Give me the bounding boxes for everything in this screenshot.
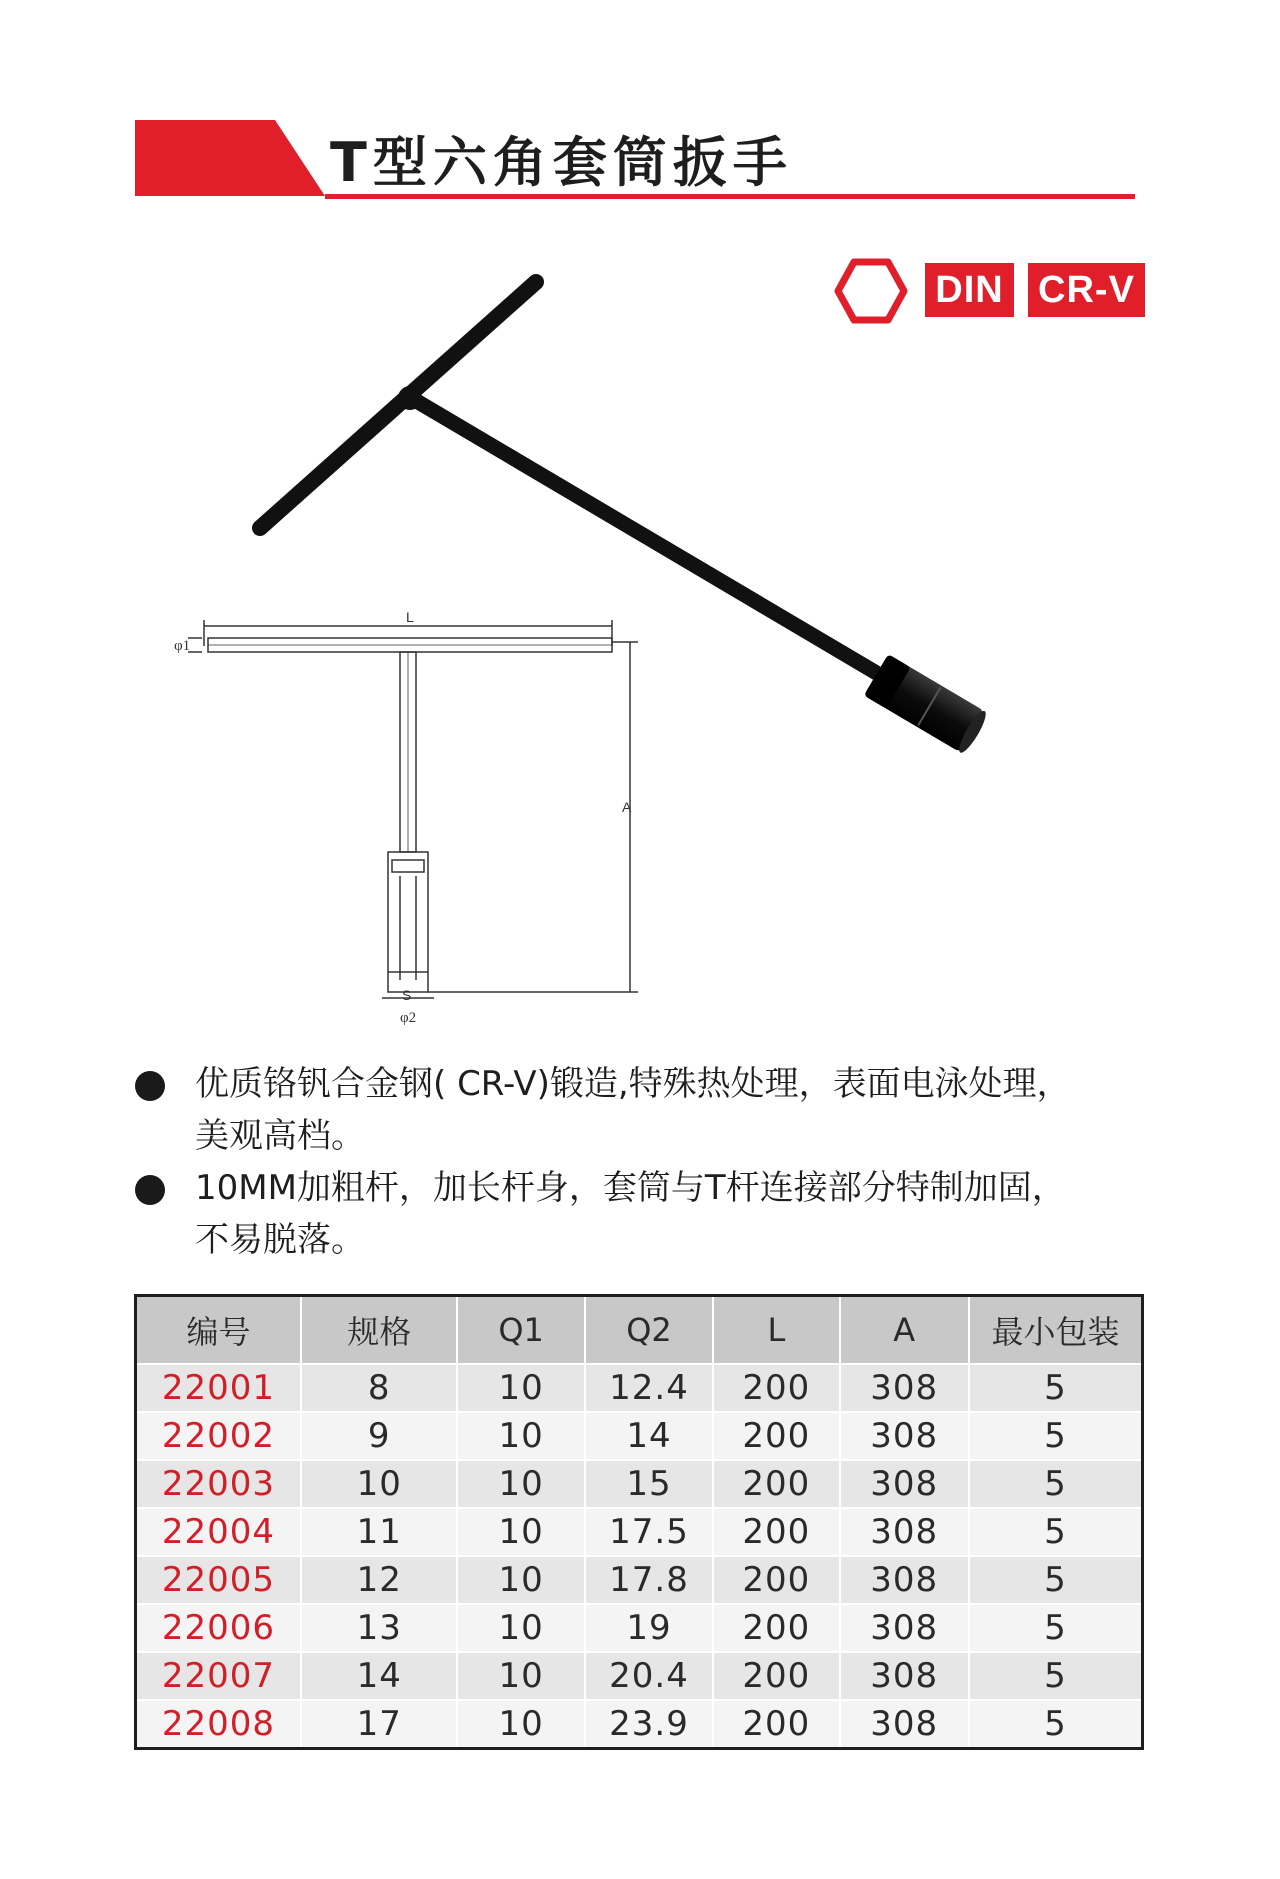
header-red-block xyxy=(135,120,325,196)
table-row xyxy=(136,1364,1143,1412)
table-cell: 200 xyxy=(713,1508,839,1556)
column-header: A xyxy=(840,1296,969,1365)
page-title: T型六角套筒扳手 xyxy=(330,131,793,194)
table-cell: 5 xyxy=(969,1652,1143,1700)
item-code-cell: 22005 xyxy=(136,1556,301,1604)
table-cell: 308 xyxy=(840,1412,969,1460)
wrench-socket xyxy=(864,654,990,755)
dim-label-phi1: φ1 xyxy=(174,638,191,654)
table-cell: 5 xyxy=(969,1604,1143,1652)
technical-drawing xyxy=(160,600,660,1026)
table-cell: 20.4 xyxy=(585,1652,713,1700)
column-header: L xyxy=(713,1296,839,1365)
table-cell: 200 xyxy=(713,1412,839,1460)
table-cell: 308 xyxy=(840,1604,969,1652)
table-row xyxy=(136,1412,1143,1460)
table-cell: 11 xyxy=(301,1508,457,1556)
table-cell: 200 xyxy=(713,1364,839,1412)
feature-list xyxy=(135,1058,1175,1266)
item-code-cell: 22008 xyxy=(136,1700,301,1749)
spec-table xyxy=(134,1294,1144,1750)
table-cell: 200 xyxy=(713,1604,839,1652)
drawing-socket xyxy=(388,852,428,992)
feature-text-line: 10MM加粗杆，加长杆身，套筒与T杆连接部分特制加固， xyxy=(195,1168,1066,1208)
table-cell: 308 xyxy=(840,1460,969,1508)
item-code-cell: 22002 xyxy=(136,1412,301,1460)
din-badge: DIN xyxy=(925,263,1014,317)
table-cell: 12 xyxy=(301,1556,457,1604)
table-cell: 17.8 xyxy=(585,1556,713,1604)
table-cell: 10 xyxy=(457,1364,584,1412)
table-cell: 17 xyxy=(301,1700,457,1749)
page-header xyxy=(0,0,1280,220)
item-code-cell: 22004 xyxy=(136,1508,301,1556)
feature-text-line: 优质铬钒合金钢( CR-V)锻造,特殊热处理，表面电泳处理， xyxy=(195,1064,1071,1104)
table-cell: 10 xyxy=(457,1556,584,1604)
dim-label-phi2: φ2 xyxy=(400,1010,417,1026)
item-code-cell: 22001 xyxy=(136,1364,301,1412)
table-cell: 5 xyxy=(969,1364,1143,1412)
table-cell: 15 xyxy=(585,1460,713,1508)
column-header: 规格 xyxy=(301,1296,457,1365)
table-cell: 5 xyxy=(969,1508,1143,1556)
table-cell: 200 xyxy=(713,1700,839,1749)
table-cell: 17.5 xyxy=(585,1508,713,1556)
bullet-icon xyxy=(135,1175,165,1205)
table-cell: 5 xyxy=(969,1412,1143,1460)
table-cell: 308 xyxy=(840,1364,969,1412)
table-cell: 14 xyxy=(585,1412,713,1460)
feature-item xyxy=(135,1162,1175,1266)
table-cell: 5 xyxy=(969,1700,1143,1749)
column-header: 最小包装 xyxy=(969,1296,1143,1365)
table-body xyxy=(136,1364,1143,1749)
table-cell: 10 xyxy=(457,1700,584,1749)
table-cell: 10 xyxy=(457,1460,584,1508)
table-cell: 200 xyxy=(713,1556,839,1604)
table-cell: 308 xyxy=(840,1556,969,1604)
table-row xyxy=(136,1508,1143,1556)
bullet-icon xyxy=(135,1071,165,1101)
column-header: Q1 xyxy=(457,1296,584,1365)
table-row xyxy=(136,1556,1143,1604)
table-cell: 13 xyxy=(301,1604,457,1652)
table-row xyxy=(136,1652,1143,1700)
table-cell: 19 xyxy=(585,1604,713,1652)
table-cell: 10 xyxy=(457,1604,584,1652)
table-cell: 10 xyxy=(457,1412,584,1460)
table-cell: 5 xyxy=(969,1556,1143,1604)
table-cell: 308 xyxy=(840,1700,969,1749)
dim-label-S: S xyxy=(402,987,412,1003)
table-cell: 9 xyxy=(301,1412,457,1460)
table-cell: 14 xyxy=(301,1652,457,1700)
crv-badge: CR-V xyxy=(1028,263,1145,317)
table-cell: 8 xyxy=(301,1364,457,1412)
table-cell: 200 xyxy=(713,1652,839,1700)
dim-label-A: A xyxy=(622,799,632,815)
table-cell: 308 xyxy=(840,1652,969,1700)
dim-label-L: L xyxy=(406,609,414,625)
feature-text-line: 美观高档。 xyxy=(195,1116,365,1156)
column-header: 编号 xyxy=(136,1296,301,1365)
table-header-row xyxy=(136,1296,1143,1365)
column-header: Q2 xyxy=(585,1296,713,1365)
table-cell: 23.9 xyxy=(585,1700,713,1749)
table-cell: 10 xyxy=(301,1460,457,1508)
table-row xyxy=(136,1700,1143,1749)
table-cell: 5 xyxy=(969,1460,1143,1508)
table-cell: 308 xyxy=(840,1508,969,1556)
table-row xyxy=(136,1604,1143,1652)
table-cell: 10 xyxy=(457,1652,584,1700)
wrench-crossbar xyxy=(260,282,536,528)
item-code-cell: 22006 xyxy=(136,1604,301,1652)
item-code-cell: 22003 xyxy=(136,1460,301,1508)
table-cell: 12.4 xyxy=(585,1364,713,1412)
table-cell: 200 xyxy=(713,1460,839,1508)
table-row xyxy=(136,1460,1143,1508)
feature-item xyxy=(135,1058,1175,1162)
table-cell: 10 xyxy=(457,1508,584,1556)
item-code-cell: 22007 xyxy=(136,1652,301,1700)
feature-text-line: 不易脱落。 xyxy=(195,1220,365,1260)
